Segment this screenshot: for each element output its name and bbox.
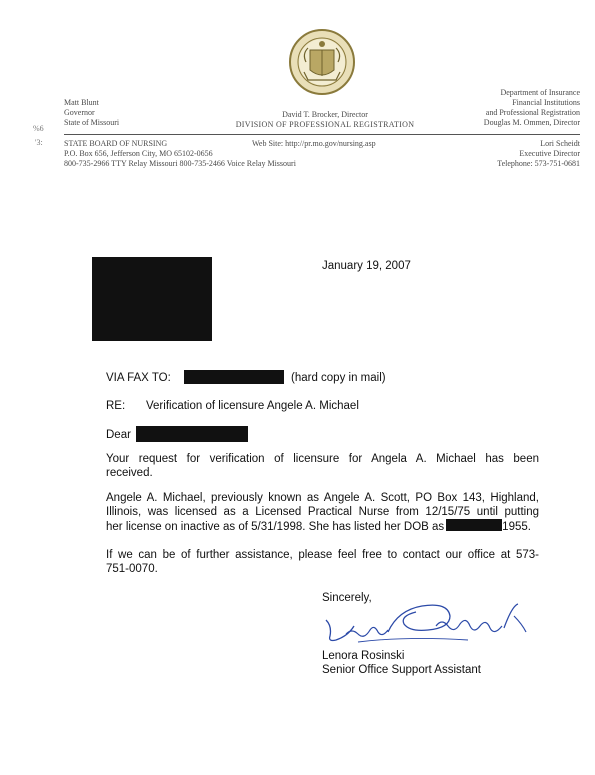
department-line-1: Department of Insurance xyxy=(500,88,580,97)
paragraph-3-line-2: 751-0070. xyxy=(106,563,158,575)
executive-telephone: Telephone: 573-751-0681 xyxy=(497,159,580,168)
signer-title: Senior Office Support Assistant xyxy=(322,664,481,676)
closing: Sincerely, xyxy=(322,592,372,604)
governor-title: Governor xyxy=(64,108,95,117)
paragraph-3-line-1: If we can be of further assistance, please feel free to contact our office at 573- xyxy=(106,549,539,561)
margin-mark-1: %6 xyxy=(33,124,44,133)
letterhead-divider xyxy=(64,134,580,135)
margin-mark-2: '3: xyxy=(35,138,43,147)
department-line-3: and Professional Registration xyxy=(485,108,580,117)
governor-block xyxy=(64,98,119,128)
redacted-recipient-name xyxy=(136,426,248,442)
department-director: Douglas M. Ommen, Director xyxy=(483,118,580,127)
fax-note: (hard copy in mail) xyxy=(291,372,386,384)
dob-year: 1955. xyxy=(502,521,531,533)
fax-label: VIA FAX TO: xyxy=(106,372,171,384)
re-label: RE: xyxy=(106,400,126,412)
paragraph-1-line-2: received. xyxy=(106,467,153,479)
division-director: David T. Brocker, Director xyxy=(282,110,368,119)
department-block xyxy=(420,88,580,128)
redacted-recipient-address xyxy=(92,257,212,341)
dob-sentence: her license on inactive as of 5/31/1998. She has listed her DOB as xyxy=(106,521,445,533)
website-text: Web Site: http://pr.mo.gov/nursing.asp xyxy=(252,139,376,148)
department-line-2: Financial Institutions xyxy=(512,98,580,107)
paragraph-2-line-1: Angele A. Michael, previously known as Angele A. Scott, PO Box 143, Highland, xyxy=(106,492,539,504)
re-subject: Verification of licensure Angele A. Michael xyxy=(146,400,359,412)
governor-state: State of Missouri xyxy=(64,118,120,127)
executive-title: Executive Director xyxy=(519,149,580,158)
executive-name: Lori Scheidt xyxy=(540,139,580,148)
paragraph-2-line-2: Illinois, was licensed as a Licensed Practical Nurse from 12/15/75 until putting xyxy=(106,506,539,518)
handwritten-signature xyxy=(318,596,538,648)
governor-name: Matt Blunt xyxy=(64,98,99,107)
nursing-board-address: P.O. Box 656, Jefferson City, MO 65102-0656 xyxy=(64,149,213,158)
nursing-board-relay: 800-735-2966 TTY Relay Missouri 800-735-2466 Voice Relay Missouri xyxy=(64,159,296,168)
executive-block xyxy=(440,139,580,169)
salutation: Dear xyxy=(106,429,131,441)
division-block xyxy=(210,110,440,130)
division-name: DIVISION OF PROFESSIONAL REGISTRATION xyxy=(235,120,415,129)
signer-name: Lenora Rosinski xyxy=(322,650,405,662)
redacted-fax-number xyxy=(184,370,284,384)
letter-date: January 19, 2007 xyxy=(322,260,411,272)
redacted-dob xyxy=(446,519,502,531)
paragraph-2-line-3 xyxy=(106,519,531,535)
state-seal-logo xyxy=(288,28,356,96)
paragraph-1-line-1: Your request for verification of licensure for Angela A. Michael has been xyxy=(106,453,539,465)
nursing-board-name: STATE BOARD OF NURSING xyxy=(64,139,168,148)
